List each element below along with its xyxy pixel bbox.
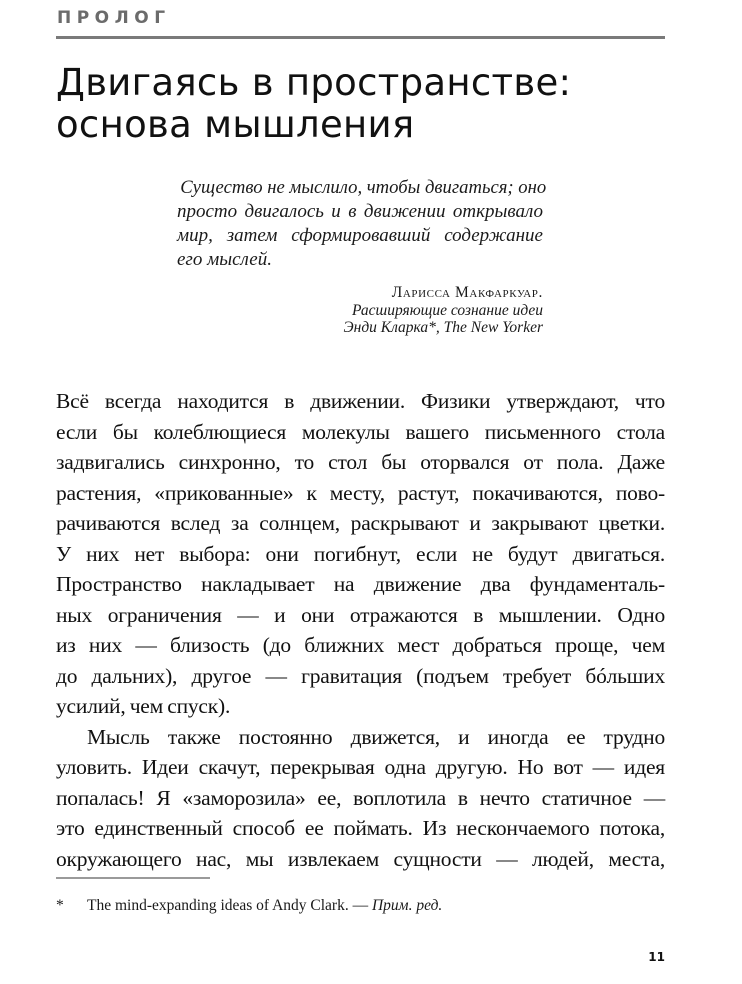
footnote-editor-note: Прим. ред. bbox=[371, 897, 443, 914]
footnote bbox=[56, 896, 665, 916]
text-line: если бы колеблющиеся молекулы вашего письменного стола bbox=[56, 419, 665, 444]
text-line: до дальних), другое — гравитация (подъем требует бóльших bbox=[56, 663, 665, 688]
text-line: рачиваются вслед за солнцем, раскрывают и закрывают цветки. bbox=[56, 511, 665, 535]
text-line: Мысль также постоянно движется, и иногда ее трудно bbox=[87, 724, 665, 749]
text-line: усилий, чем спуск). bbox=[56, 694, 231, 718]
chapter-title-line: основа мышления bbox=[56, 103, 415, 146]
epigraph-line: его мыслей. bbox=[177, 249, 272, 270]
text-line: задвигались синхронно, то стол бы оторвался от пола. Даже bbox=[56, 450, 665, 474]
running-head: ПРОЛОГ bbox=[57, 8, 171, 28]
text-line: уловить. Идеи скачут, перекрывая одна другую. Но вот — идея bbox=[56, 755, 665, 779]
text-line: из них — близость (до ближних мест добраться проще, чем bbox=[56, 633, 665, 657]
epigraph-line: просто двигалось и в движении открывало bbox=[177, 201, 543, 222]
body-text bbox=[56, 386, 665, 874]
epigraph-source-line: Энди Кларка*, The New Yorker bbox=[343, 319, 543, 336]
epigraph-attribution bbox=[300, 284, 543, 337]
epigraph-source-line: Расширяющие сознание идеи bbox=[352, 301, 543, 319]
footnote-rule bbox=[56, 877, 210, 879]
chapter-title bbox=[56, 62, 676, 146]
text-line: У них нет выбора: они погибнут, если не будут двигаться. bbox=[56, 541, 665, 566]
text-line: попалась! Я «заморозила» ее, воплотила в нечто статичное — bbox=[56, 785, 665, 810]
page-number: 11 bbox=[648, 950, 665, 964]
text-line: окружающего нас, мы извлекаем сущности — людей, места, bbox=[56, 846, 665, 871]
header-rule bbox=[56, 36, 665, 39]
epigraph-line: мир, затем сформировавший содержание bbox=[177, 225, 543, 246]
chapter-title-line: Двигаясь в пространстве: bbox=[56, 61, 572, 104]
footnote-text: The mind-expanding ideas of Andy Clark. — bbox=[87, 897, 372, 914]
epigraph-line: Существо не мыслило, чтобы двигаться; оно bbox=[180, 177, 547, 198]
text-line: Всё всегда находится в движении. Физики утверждают, что bbox=[56, 389, 665, 413]
epigraph-quote bbox=[177, 176, 547, 272]
text-line: ных ограничения — и они отражаются в мышлении. Одно bbox=[56, 602, 665, 627]
paragraph-2 bbox=[56, 722, 665, 875]
epigraph-author: Ларисса Макфаркуар. bbox=[391, 284, 543, 301]
footnote-mark: * bbox=[56, 897, 64, 914]
text-line: растения, «прикованные» к месту, растут, покачиваются, пово- bbox=[56, 480, 665, 505]
paragraph-1 bbox=[56, 386, 665, 722]
text-line: Пространство накладывает на движение два фундаменталь- bbox=[56, 572, 665, 596]
text-line: это единственный способ ее поймать. Из нескончаемого потока, bbox=[56, 816, 665, 840]
